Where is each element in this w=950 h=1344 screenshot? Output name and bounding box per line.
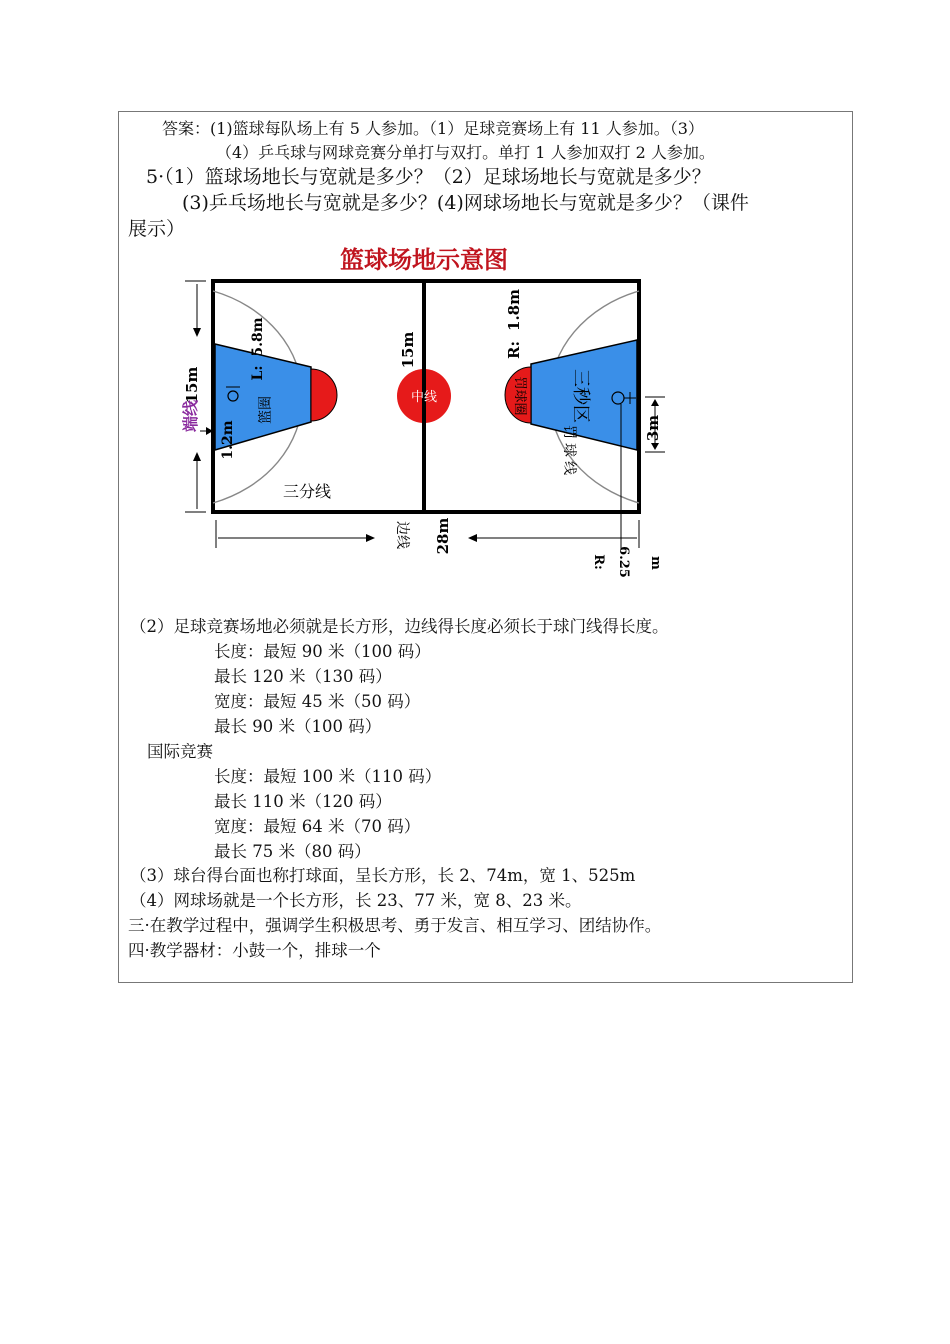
diagram-title: 篮球场地示意图 <box>340 245 508 274</box>
answer-line-2: （4）乒乓球与网球竞赛分单打与双打。单打 1 人参加双打 2 人参加。 <box>216 143 715 162</box>
tennis-line: （4）网球场就是一个长方形，长 23、77 米，宽 8、23 米。 <box>130 891 582 910</box>
table-tennis-line: （3）球台得台面也称打球面，呈长方形，长 2、74m，宽 1、525m <box>130 866 636 885</box>
football-item: 宽度：最短 45 米（50 码） <box>214 692 421 711</box>
question-line-2: (3)乒乓场地长与宽就是多少？(4)网球场地长与宽就是多少？（课件 <box>182 192 749 214</box>
center-line-label: 中线 <box>410 390 438 405</box>
dim-5-8m-label: 5.8m <box>250 317 266 357</box>
answer-line-1: 答案：(1)篮球每队场上有 5 人参加。（1）足球竞赛场上有 11 人参加。（3） <box>162 119 704 138</box>
international-item: 长度：最短 100 米（110 码） <box>214 767 442 786</box>
dim-6-25-label: 6.25 <box>616 546 631 578</box>
R-label: R: <box>505 340 523 360</box>
section-4: 四·教学器材：小鼓一个，排球一个 <box>128 941 381 960</box>
question-line-3: 展示） <box>128 218 186 240</box>
international-item: 宽度：最短 64 米（70 码） <box>214 817 421 836</box>
dim-3m-label: 3m <box>644 414 662 442</box>
end-line-label: 端线 <box>181 399 200 433</box>
length-28m-label: 28m <box>434 517 452 555</box>
three-point-line-label: 三分线 <box>282 482 332 501</box>
L-label: L: <box>250 365 266 381</box>
section-3: 三·在教学过程中，强调学生积极思考、勇于发言、相互学习、团结协作。 <box>128 916 662 935</box>
side-line-label: 边线 <box>394 521 410 549</box>
free-throw-line-label: 罚球线 <box>561 425 577 479</box>
question-line-1: 5·（1）篮球场地长与宽就是多少？（2）足球场地长与宽就是多少？ <box>146 166 711 188</box>
football-item: 长度：最短 90 米（100 码） <box>214 642 431 661</box>
basketball-court-diagram <box>0 240 950 640</box>
international-title: 国际竞赛 <box>147 742 213 761</box>
left-free-throw-circle <box>311 369 337 421</box>
football-intro: （2）足球竞赛场地必须就是长方形，边线得长度必须长于球门线得长度。 <box>130 617 669 636</box>
basket-label: 篮圈 <box>258 396 274 424</box>
center-15m-label: 15m <box>399 331 417 369</box>
free-throw-circle-label: 罚球圈 <box>512 376 527 416</box>
dim-1-8m-label: 1.8m <box>505 289 523 331</box>
football-item: 最长 90 米（100 码） <box>214 717 382 736</box>
international-item: 最长 110 米（120 码） <box>214 792 392 811</box>
international-item: 最长 75 米（80 码） <box>214 842 371 861</box>
dim-1-2m-label: 1.2m <box>220 420 236 460</box>
R-bottom-label: R: <box>591 554 606 570</box>
three-second-zone-label: 三秒区 <box>570 369 591 423</box>
m-label: m <box>648 556 663 570</box>
football-item: 最长 120 米（130 码） <box>214 667 392 686</box>
width-15m-left-label: 15m <box>183 366 201 404</box>
